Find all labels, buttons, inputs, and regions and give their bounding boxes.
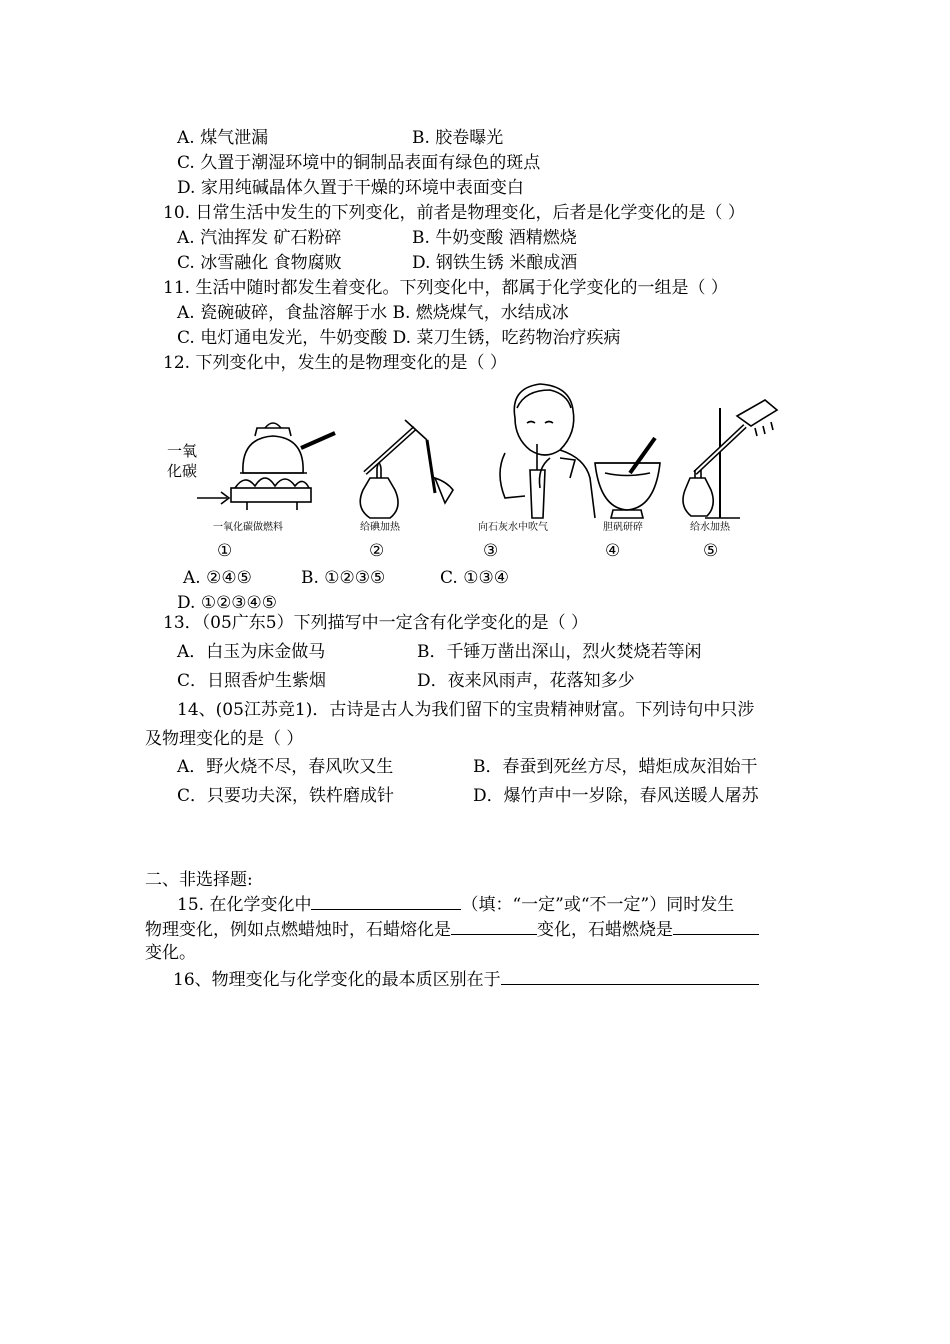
q15-text-2: （填：“一定”或“不一定”）同时发生	[461, 895, 735, 915]
q13-option-c: C．日照香炉生紫烟	[177, 671, 327, 691]
q10-option-b: B. 牛奶变酸 酒精燃烧	[412, 228, 577, 248]
q9-option-d: D. 家用纯碱晶体久置于干燥的环境中表面变白	[177, 178, 524, 198]
caption-3: 向石灰水中吹气	[478, 522, 548, 533]
q14-option-b: B．春蚕到死丝方尽，蜡炬成灰泪始干	[473, 757, 758, 777]
caption-1: 一氧化碳做燃料	[213, 522, 283, 533]
q10-option-a: A. 汽油挥发 矿石粉碎	[177, 228, 342, 248]
q13-option-b: B．千锤万凿出深山，烈火焚烧若等闲	[417, 642, 702, 662]
q15-blank-3[interactable]	[673, 916, 759, 935]
q10-stem: 10. 日常生活中发生的下列变化，前者是物理变化，后者是化学变化的是（ ）	[163, 203, 745, 223]
q11-options-cd: C. 电灯通电发光，牛奶变酸 D. 菜刀生锈，吃药物治疗疾病	[177, 328, 621, 348]
q10-option-c: C. 冰雪融化 食物腐败	[177, 253, 342, 273]
q11-options-ab: A. 瓷碗破碎，食盐溶解于水 B. 燃烧煤气，水结成冰	[177, 303, 569, 323]
q13-option-d: D．夜来风雨声，花落知多少	[417, 671, 635, 691]
q9-option-b: B. 胶卷曝光	[412, 128, 504, 148]
q15-text-4: 变化，石蜡燃烧是	[537, 920, 673, 940]
q15-line2	[145, 916, 759, 942]
figure-number-5: ⑤	[703, 541, 719, 561]
q12-stem: 12. 下列变化中，发生的是物理变化的是（ ）	[163, 353, 507, 373]
q13-option-a: A．白玉为床金做马	[177, 642, 326, 662]
figure-number-1: ①	[217, 541, 233, 561]
q14-option-c: C．只要功夫深，铁杵磨成针	[177, 786, 395, 806]
q9-option-c: C. 久置于潮湿环境中的铜制品表面有绿色的斑点	[177, 153, 541, 173]
iodine-heating-illustration	[360, 420, 453, 518]
gas-label-line1: 一氧	[167, 442, 198, 460]
q16-blank[interactable]	[501, 966, 759, 985]
q13-stem: 13．（05广东5）下列描写中一定含有化学变化的是（ ）	[163, 613, 588, 633]
gas-label-line2: 化碳	[167, 462, 198, 480]
q14-option-d: D．爆竹声中一岁除，春风送暖人屠苏	[473, 786, 759, 806]
figure-number-3: ③	[483, 541, 499, 561]
caption-2: 给碘加热	[360, 522, 400, 533]
caption-5: 给水加热	[690, 522, 730, 533]
q9-option-a: A. 煤气泄漏	[177, 128, 269, 148]
mortar-pestle-illustration	[595, 438, 660, 518]
co-burner-illustration	[197, 423, 335, 510]
boy-blowing-illustration	[500, 384, 595, 518]
q15-line1	[177, 891, 734, 917]
q12-option-b: B. ①②③⑤	[301, 568, 386, 588]
q16-line	[173, 966, 759, 992]
q14-stem-line1: 14、(05江苏竞1)．古诗是古人为我们留下的宝贵精神财富。下列诗句中只涉	[177, 700, 755, 720]
q12-option-a: A. ②④⑤	[183, 568, 252, 588]
figure-number-4: ④	[605, 541, 621, 561]
q15-blank-2[interactable]	[451, 916, 537, 935]
caption-4: 胆矾研碎	[603, 522, 643, 533]
figure-number-2: ②	[369, 541, 385, 561]
q15-text-1: 15. 在化学变化中	[177, 895, 312, 915]
q14-stem-line2: 及物理变化的是（ ）	[145, 729, 304, 749]
q15-text-3: 物理变化，例如点燃蜡烛时，石蜡熔化是	[145, 920, 451, 940]
water-heating-illustration	[683, 400, 777, 518]
q15-blank-1[interactable]	[311, 891, 461, 910]
q15-text-5: 变化。	[145, 943, 196, 963]
q16-stem: 16、物理变化与化学变化的最本质区别在于	[173, 970, 501, 990]
q12-option-d: D. ①②③④⑤	[177, 593, 278, 613]
q12-experiment-figure	[165, 378, 795, 563]
q11-stem: 11. 生活中随时都发生着变化。下列变化中，都属于化学变化的一组是（ ）	[163, 278, 728, 298]
section-2-title: 二、非选择题:	[145, 870, 253, 890]
q10-option-d: D. 钢铁生锈 米酿成酒	[412, 253, 578, 273]
q14-option-a: A．野火烧不尽，春风吹又生	[177, 757, 394, 777]
q12-option-c: C. ①③④	[440, 568, 509, 588]
